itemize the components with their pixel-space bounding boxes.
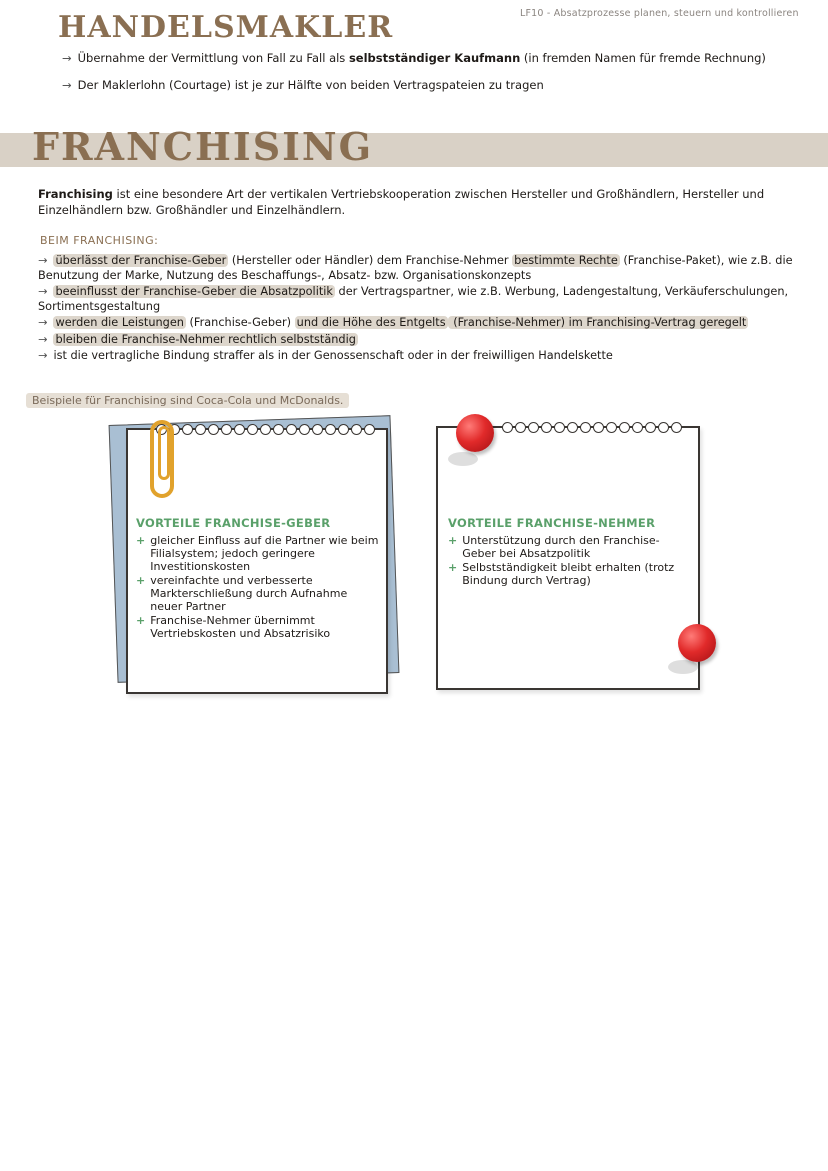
pushpin-icon xyxy=(456,414,494,452)
header-subject-note: LF10 - Absatzprozesse planen, steuern und kontrollieren xyxy=(520,8,799,19)
plus-icon: + xyxy=(136,574,146,587)
plus-icon: + xyxy=(448,561,458,574)
note-left-title: VORTEILE FRANCHISE-GEBER xyxy=(136,516,331,530)
plus-icon: + xyxy=(136,534,146,547)
arrow-icon: → xyxy=(38,316,48,329)
heading-franchising: FRANCHISING xyxy=(32,124,374,169)
list-item: + vereinfachte und verbesserte Markterschließung durch Aufnahme neuer Partner xyxy=(136,574,348,613)
list-item: + Unterstützung durch den Franchise-Geber bei Absatzpolitik xyxy=(448,534,660,560)
list-item: → werden die Leistungen (Franchise-Geber) und die Höhe des Entgelts (Franchise-Nehmer) im Franchising-Vertrag geregelt xyxy=(38,316,747,329)
list-item: + Franchise-Nehmer übernimmt Vertriebskosten und Absatzrisiko xyxy=(136,614,331,640)
arrow-icon: → xyxy=(38,254,48,267)
franchising-example: Beispiele für Franchising sind Coca-Cola und McDonalds. xyxy=(26,393,349,408)
pin-shadow xyxy=(668,660,698,674)
spiral-binding xyxy=(156,424,375,435)
list-item: + Selbstständigkeit bleibt erhalten (trotz Bindung durch Vertrag) xyxy=(448,561,675,587)
list-item: → bleiben die Franchise-Nehmer rechtlich selbstständig xyxy=(38,332,356,346)
plus-icon: + xyxy=(136,614,146,627)
arrow-icon: → xyxy=(38,332,48,346)
arrow-icon: → xyxy=(38,285,48,298)
pin-shadow xyxy=(448,452,478,466)
arrow-icon: → xyxy=(62,51,72,65)
list-item: → ist die vertragliche Bindung straffer als in der Genossenschaft oder in der freiwilligen Handelskette xyxy=(38,349,613,362)
arrow-icon: → xyxy=(62,78,72,92)
subheading-beim-franchising: BEIM FRANCHISING: xyxy=(40,234,159,247)
paperclip-inner xyxy=(158,426,170,480)
franchising-points xyxy=(38,254,823,366)
plus-icon: + xyxy=(448,534,458,547)
spiral-binding xyxy=(502,422,682,433)
heading-handelsmakler: HANDELSMAKLER xyxy=(58,10,394,45)
list-item: → beeinflusst der Franchise-Geber die Absatzpolitik der Vertragspartner, wie z.B. Werbung, Ladengestaltung, Verkäuferschulungen, Sortimentsgestaltung xyxy=(38,285,789,313)
arrow-icon: → xyxy=(38,349,48,362)
pushpin-icon xyxy=(678,624,716,662)
note-franchise-nehmer xyxy=(436,426,700,690)
note-right-title: VORTEILE FRANCHISE-NEHMER xyxy=(448,516,656,530)
list-item: + gleicher Einfluss auf die Partner wie beim Filialsystem; jedoch geringere Investitionskosten xyxy=(136,534,379,573)
franchising-intro: Franchising ist eine besondere Art der vertikalen Vertriebskooperation zwischen Hersteller und Großhändlern, Hersteller und Einzelhändlern bzw. Großhändler und Einzelhändlern. xyxy=(38,187,765,217)
handelsmakler-bullet-2: → Der Maklerlohn (Courtage) ist je zur Hälfte von beiden Vertragspateien zu tragen xyxy=(62,78,544,92)
list-item: → überlässt der Franchise-Geber (Hersteller oder Händler) dem Franchise-Nehmer bestimmte Rechte (Franchise-Paket), wie z.B. die Benutzung der Marke, Nutzung des Beschaffungs-, Absatz- bzw. Organisationskonzepts xyxy=(38,254,793,282)
handelsmakler-bullet-1: → Übernahme der Vermittlung von Fall zu Fall als selbstständiger Kaufmann (in fremden Namen für fremde Rechnung) xyxy=(62,51,766,65)
